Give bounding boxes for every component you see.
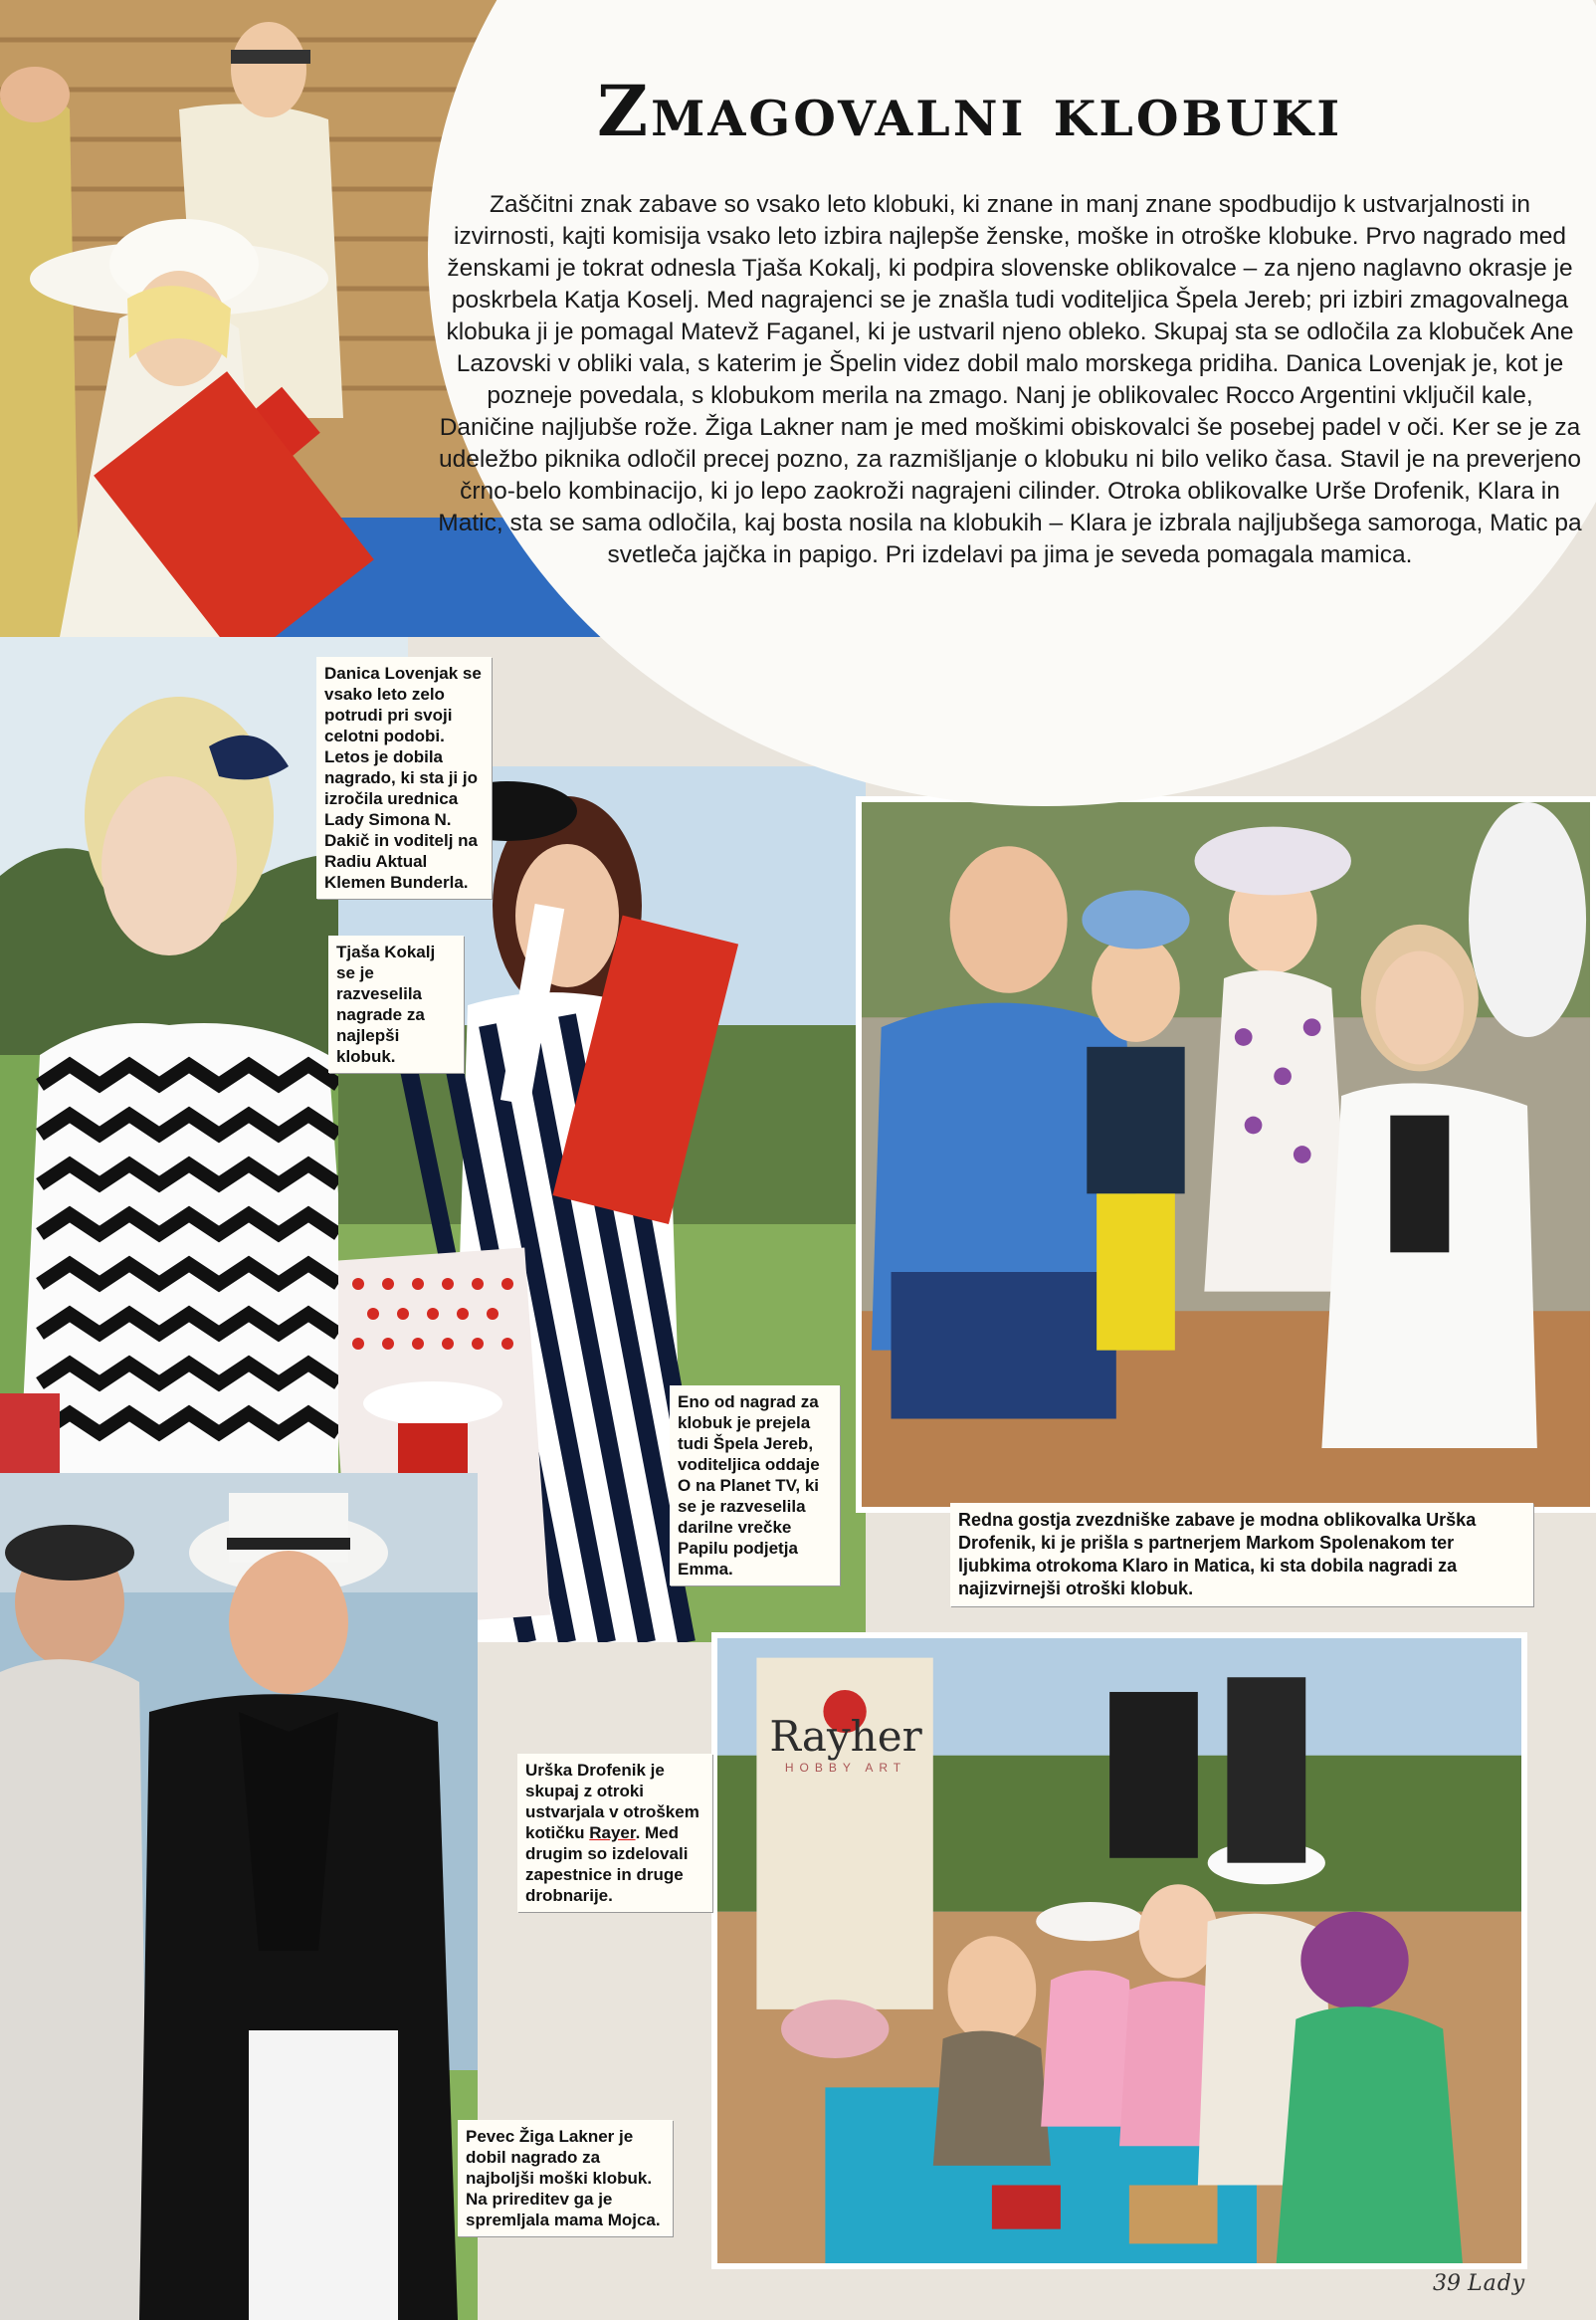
photo-ziga bbox=[0, 1473, 478, 2320]
rayher-sub: HOBBY ART bbox=[784, 1761, 907, 1775]
caption-urska-family: Redna gostja zvezdniške zabave je modna oblikovalka Urška Drofenik, ki je prišla s partnerjem Markom Spolenakom ter ljubkima otrokoma Klaro in Matica, ki sta dobila nagradi za najizvirnejši otroški klobuk. bbox=[950, 1503, 1533, 1606]
caption-urska-rayher bbox=[517, 1754, 712, 1912]
article-body: Zaščitni znak zabave so vsako leto klobuki, ki znane in manj znane spodbudijo k ustvarjalnosti in izvirnosti, kajti komisija vsako leto izbira najlepše ženske, moške in otroške klobuke. Prvo nagrado med ženskami je tokrat odnesla Tjaša Kokalj, ki podpira slovenske oblikovalce – za njeno naglavno okrasje je poskrbela Katja Koselj. Med nagrajenci se je znašla tudi voditeljica Špela Jereb; pri izbiri zmagovalnega klobuka ji je pomagal Matevž Faganel, ki je ustvaril njeno obleko. Skupaj sta se odločila za klobuček Ane Lazovski v obliki vala, s katerim je Špelin videz dobil malo morskega pridiha. Danica Lovenjak je, kot je pozneje povedala, s klobukom merila na zmago. Nanj je oblikovalec Rocco Argentini vključil kale, Daničine najljubše rože. Žiga Lakner nam je med moškimi obiskovalci še posebej padel v oči. Ker se je za udeležbo piknika odločil precej pozno, za razmišljanje o klobuku ni bilo veliko časa. Stavil je na preverjeno črno-belo kombinacijo, ki jo lepo zaokroži nagrajeni cilinder. Otroka oblikovalke Urše Drofenik, Klara in Matic, sta se sama odločila, kaj bosta nosila na klobukih – Klara je izbrala najljubšega samoroga, Matic pa svetleča jajčka in papigo. Pri izdelavi pa jima je seveda pomagala mamica. bbox=[438, 191, 1582, 568]
caption-urska-rayher-text-2: . Med drugim so izdelovali zapestnice in druge drobnarije. bbox=[525, 1823, 689, 1905]
caption-tjasa: Tjaša Kokalj se je razveselila nagrade za najlepši klobuk. bbox=[328, 936, 464, 1073]
caption-spela: Eno od nagrad za klobuk je prejela tudi Špela Jereb, voditeljica oddaje O na Planet TV, ki se je razveselila darilne vrečke Papilu podjetja Emma. bbox=[670, 1385, 840, 1585]
page-number-value: 39 bbox=[1433, 2271, 1461, 2296]
rayher-banner bbox=[761, 1712, 930, 1775]
magazine-name: Lady bbox=[1468, 2271, 1526, 2296]
caption-danica: Danica Lovenjak se vsako leto zelo potrudi pri svoji celotni podobi. Letos je dobila nagrado, ki sta ji jo izročila urednica Lady Simona N. Dakič in voditelj na Radiu Aktual Klemen Bunderla. bbox=[316, 657, 492, 899]
page-number bbox=[1433, 2271, 1525, 2296]
caption-urska-rayher-brand: Rayer bbox=[589, 1823, 636, 1842]
page-title: Zmagovalni klobuki bbox=[597, 70, 1343, 152]
caption-urska-rayher-text-1: Urška Drofenik je skupaj z otroki ustvarjala v otroškem kotičku bbox=[525, 1761, 699, 1842]
caption-ziga: Pevec Žiga Lakner je dobil nagrado za najboljši moški klobuk. Na prireditev ga je spremljala mama Mojca. bbox=[458, 2120, 673, 2236]
photo-family bbox=[856, 796, 1596, 1513]
rayher-brand: Rayher bbox=[769, 1712, 922, 1761]
